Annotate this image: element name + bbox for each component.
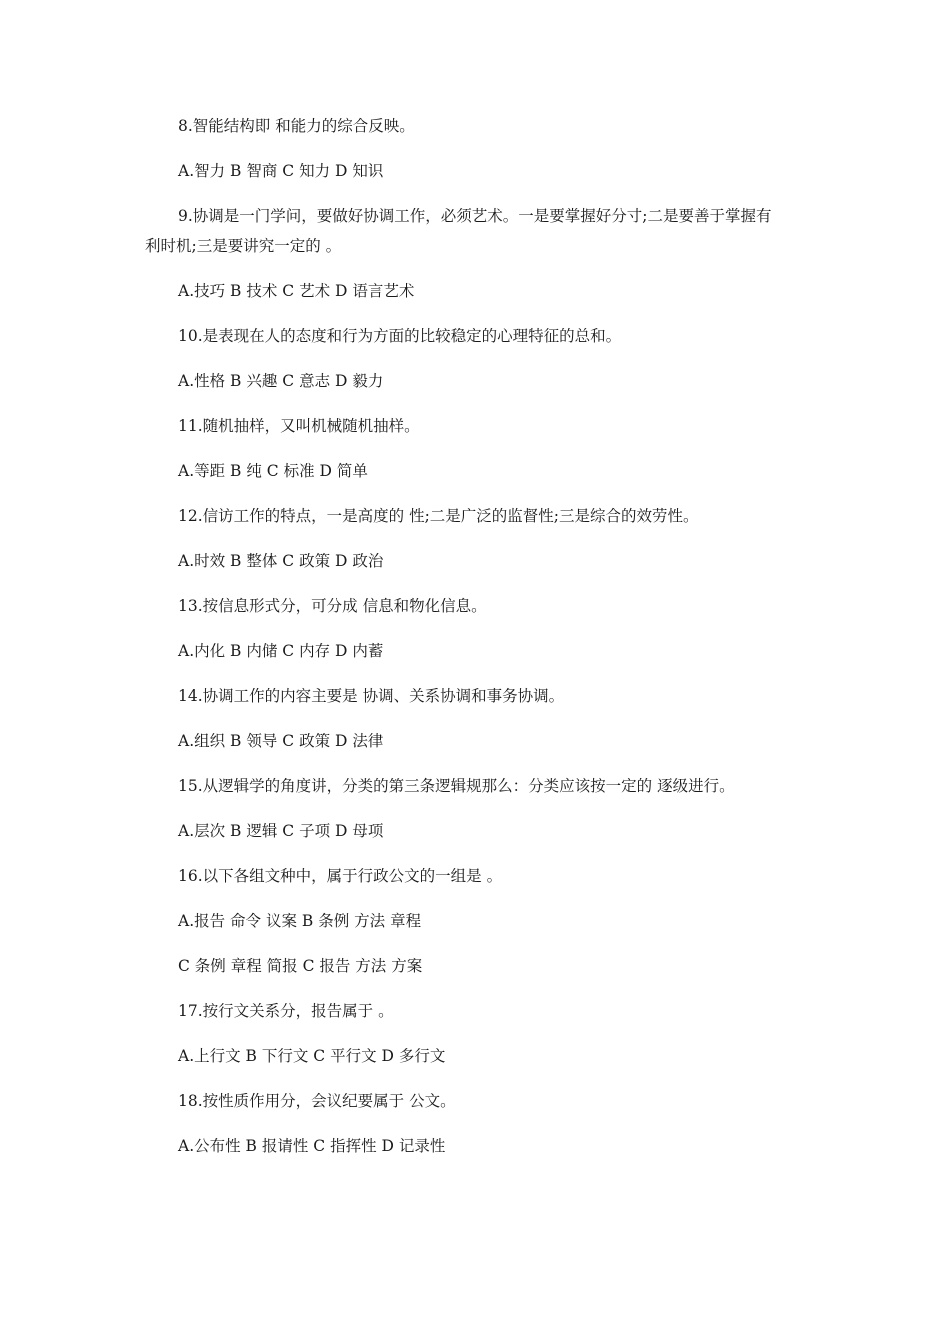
question-10: 10.是表现在人的态度和行为方面的比较稳定的心理特征的总和。 [178, 327, 622, 345]
question-16: 16.以下各组文种中，属于行政公文的一组是 。 [178, 867, 503, 885]
question-11-options: A.等距 B 纯 C 标准 D 简单 [178, 462, 368, 480]
question-16-options-1: A.报告 命令 议案 B 条例 方法 章程 [178, 912, 422, 930]
question-17-options: A.上行文 B 下行文 C 平行文 D 多行文 [178, 1047, 446, 1065]
question-18-options: A.公布性 B 报请性 C 指挥性 D 记录性 [178, 1137, 446, 1155]
question-12-options: A.时效 B 整体 C 政策 D 政治 [178, 552, 384, 570]
question-13: 13.按信息形式分，可分成 信息和物化信息。 [178, 597, 487, 615]
question-14-options: A.组织 B 领导 C 政策 D 法律 [178, 732, 384, 750]
question-8: 8.智能结构即 和能力的综合反映。 [178, 117, 415, 135]
question-14: 14.协调工作的内容主要是 协调、关系协调和事务协调。 [178, 687, 565, 705]
question-15-options: A.层次 B 逻辑 C 子项 D 母项 [178, 822, 384, 840]
question-18: 18.按性质作用分，会议纪要属于 公文。 [178, 1092, 456, 1110]
question-12: 12.信访工作的特点，一是高度的 性;二是广泛的监督性;三是综合的效劳性。 [178, 507, 699, 525]
question-9: 9.协调是一门学问，要做好协调工作，必须艺术。一是要掌握好分寸;二是要善于掌握有利时机;三是要讲究一定的 。 [145, 207, 772, 255]
question-15: 15.从逻辑学的角度讲，分类的第三条逻辑规那么：分类应该按一定的 逐级进行。 [178, 777, 735, 795]
question-16-options-2: C 条例 章程 简报 C 报告 方法 方案 [178, 957, 423, 975]
question-8-options: A.智力 B 智商 C 知力 D 知识 [178, 162, 384, 180]
question-13-options: A.内化 B 内储 C 内存 D 内蓄 [178, 642, 384, 660]
question-9-options: A.技巧 B 技术 C 艺术 D 语言艺术 [178, 282, 415, 300]
question-10-options: A.性格 B 兴趣 C 意志 D 毅力 [178, 372, 384, 390]
question-11: 11.随机抽样，又叫机械随机抽样。 [178, 417, 420, 435]
question-17: 17.按行文关系分，报告属于 。 [178, 1002, 394, 1020]
